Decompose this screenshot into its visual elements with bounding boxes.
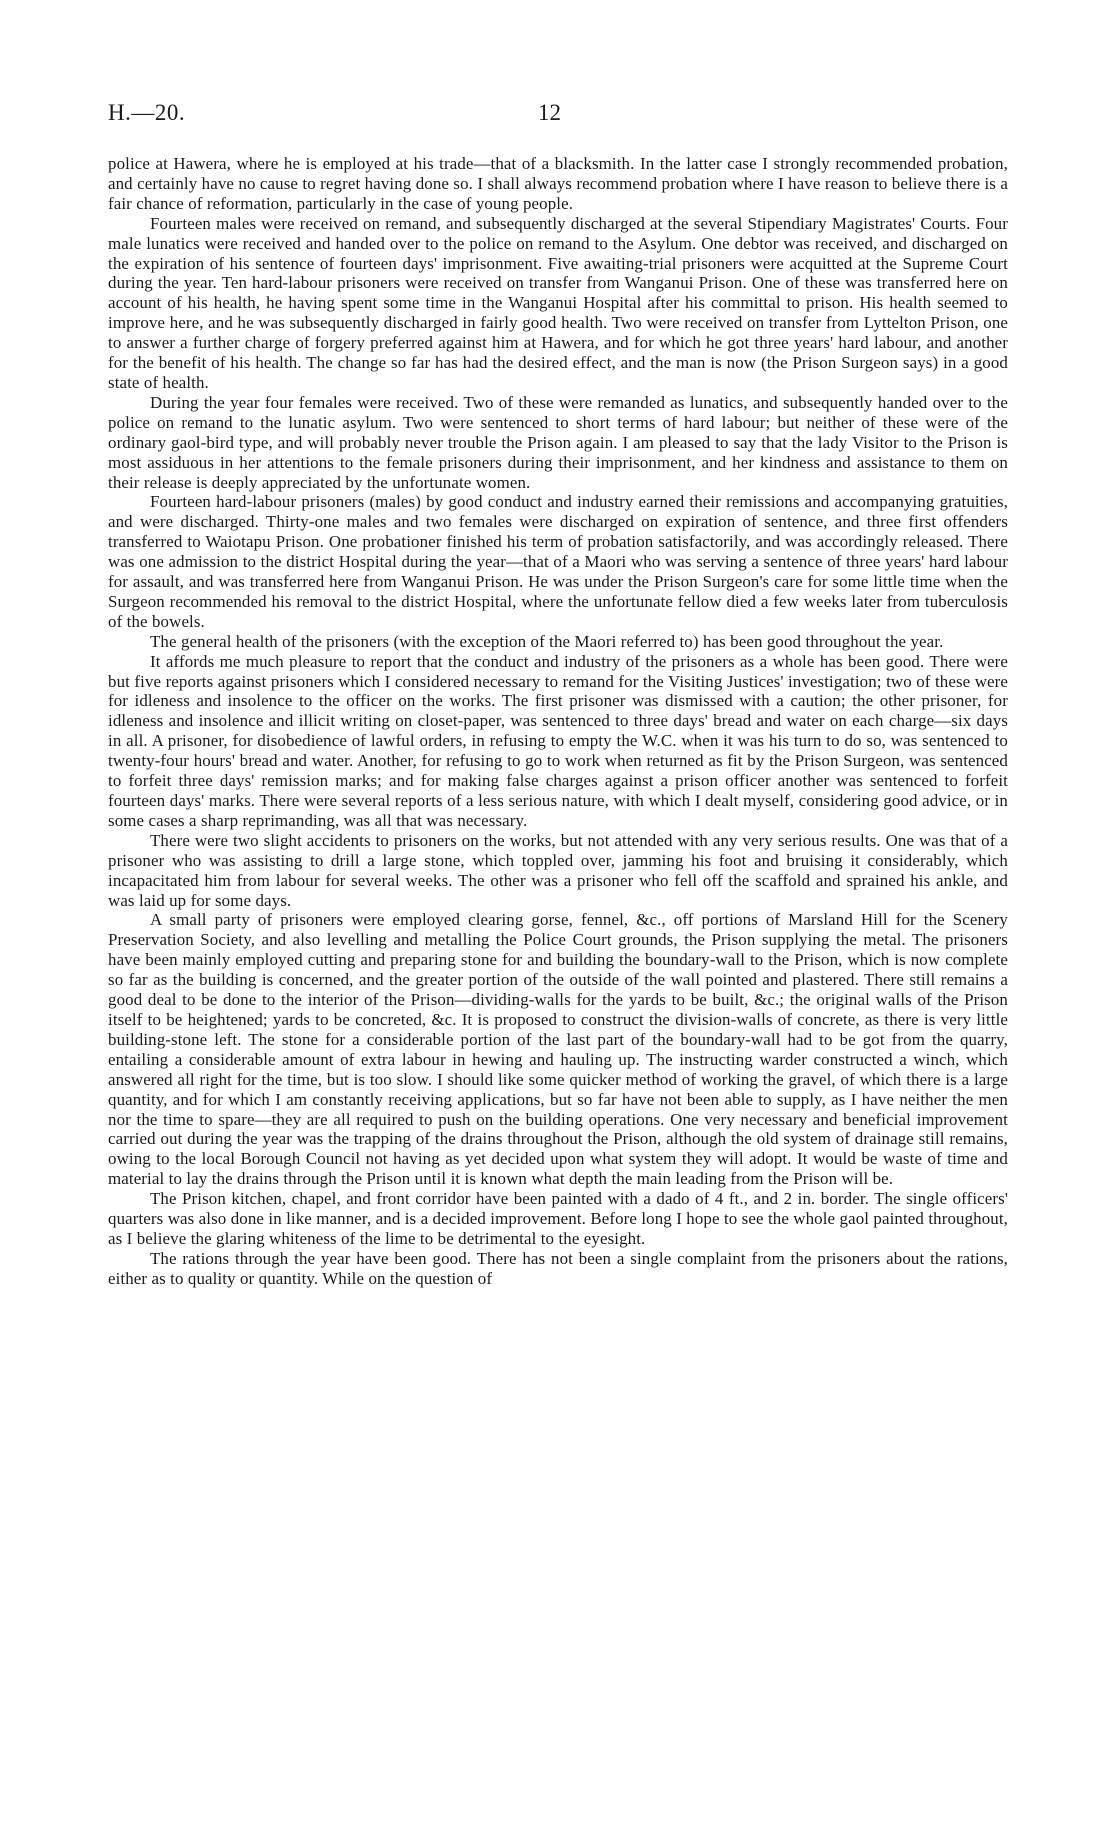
page-header — [108, 100, 1008, 140]
paragraph-continuation: police at Hawera, where he is employed at his trade—that of a blacksmith. In the latter case I strongly recommended probation, and certainly have no cause to regret having done so. I shall always recommend probation where I have reason to believe there is a fair chance of reformation, particularly in the case of young people. — [108, 154, 1008, 213]
paragraph-conduct: It affords me much pleasure to report that the conduct and industry of the prisoners as a whole has been good. There were but five reports against prisoners which I considered necessary to remand for the Visiting Justices' investigation; two of these were for idleness and insolence to the officer on the works. The first prisoner was dismissed with a caution; the other prisoner, for idleness and insolence and illicit writing on closet-paper, was sentenced to three days' bread and water on each charge—six days in all. A prisoner, for disobedience of lawful orders, in refusing to empty the W.C. when it was his turn to do so, was sentenced to twenty-four hours' bread and water. Another, for refusing to go to work when returned as fit by the Prison Surgeon, was sentenced to forfeit three days' remission marks; and for making false charges against a prison officer another was sentenced to forfeit fourteen days' marks. There were several reports of a less serious nature, with which I dealt myself, considering good advice, or in some cases a sharp reprimanding, was all that was necessary. — [108, 651, 1008, 830]
document-reference: H.—20. — [108, 100, 186, 125]
paragraph-accidents: There were two slight accidents to prisoners on the works, but not attended with any very serious results. One was that of a prisoner who was assisting to drill a large stone, which toppled over, jamming his foot and bruising it considerably, which incapacitated him from labour for several weeks. The other was a prisoner who fell off the scaffold and sprained his ankle, and was laid up for some days. — [108, 830, 1008, 910]
document-page — [108, 100, 1008, 1289]
paragraph-works: A small party of prisoners were employed clearing gorse, fennel, &c., off portions of Marsland Hill for the Scenery Preservation Society, and also levelling and metalling the Police Court grounds, the Prison supplying the metal. The prisoners have been mainly employed cutting and preparing stone for and building the boundary-wall to the Prison, which is now complete so far as the building is concerned, and the greater portion of the outside of the wall pointed and plastered. There still remains a good deal to be done to the interior of the Prison—dividing-walls for the yards to be built, &c.; the original walls of the Prison itself to be heightened; yards to be concreted, &c. It is proposed to construct the division-walls of concrete, as there is very little building-stone left. The stone for a considerable portion of the last part of the boundary-wall had to be got from the quarry, entailing a considerable amount of extra labour in hewing and hauling up. The instructing warder constructed a winch, which answered all right for the time, but is too slow. I should like some quicker method of working the gravel, of which there is a large quantity, and for which I am constantly receiving applications, but so far have not been able to supply, as I have neither the men nor the time to spare—they are all required to push on the building operations. One very necessary and beneficial improvement carried out during the year was the trapping of the drains throughout the Prison, although the old system of drainage still remains, owing to the local Borough Council not having as yet decided upon what system they will adopt. It would be waste of time and material to lay the drains through the Prison until it is known what depth the main leading from the Prison will be. — [108, 910, 1008, 1189]
body-text — [108, 154, 1008, 1289]
page-number: 12 — [538, 100, 561, 125]
paragraph-painting: The Prison kitchen, chapel, and front corridor have been painted with a dado of 4 ft., and 2 in. border. The single officers' quarters was also done in like manner, and is a decided improvement. Before long I hope to see the whole gaol painted throughout, as I believe the glaring whiteness of the lime to be detrimental to the eyesight. — [108, 1189, 1008, 1248]
paragraph-discharges: Fourteen hard-labour prisoners (males) by good conduct and industry earned their remissions and accompanying gratuities, and were discharged. Thirty-one males and two females were discharged on expiration of sentence, and three first offenders transferred to Waiotapu Prison. One probationer finished his term of probation satisfactorily, and was accordingly released. There was one admission to the district Hospital during the year—that of a Maori who was serving a sentence of three years' hard labour for assault, and was transferred here from Wanganui Prison. He was under the Prison Surgeon's care for some little time when the Surgeon recommended his removal to the district Hospital, where the unfortunate fellow died a few weeks later from tuberculosis of the bowels. — [108, 492, 1008, 631]
paragraph-general-health: The general health of the prisoners (with the exception of the Maori referred to) has been good throughout the year. — [150, 631, 944, 651]
paragraph-rations: The rations through the year have been good. There has not been a single complaint from the prisoners about the rations, either as to quality or quantity. While on the question of — [108, 1248, 1008, 1288]
paragraph-remand-transfers: Fourteen males were received on remand, and subsequently discharged at the several Stipendiary Magistrates' Courts. Four male lunatics were received and handed over to the police on remand to the Asylum. One debtor was received, and discharged on the expiration of his sentence of fourteen days' imprisonment. Five awaiting-trial prisoners were acquitted at the Supreme Court during the year. Ten hard-labour prisoners were received on transfer from Wanganui Prison. One of these was transferred here on account of his health, he having spent some time in the Wanganui Hospital after his committal to prison. His health seemed to improve here, and he was subsequently discharged in fairly good health. Two were received on transfer from Lyttelton Prison, one to answer a further charge of forgery preferred against him at Hawera, and for which he got three years' hard labour, and another for the benefit of his health. The change so far has had the desired effect, and the man is now (the Prison Surgeon says) in a good state of health. — [108, 213, 1008, 392]
paragraph-females: During the year four females were received. Two of these were remanded as lunatics, and subsequently handed over to the police on remand to the lunatic asylum. Two were sentenced to short terms of hard labour; but neither of these were of the ordinary gaol-bird type, and will probably never trouble the Prison again. I am pleased to say that the lady Visitor to the Prison is most assiduous in her attentions to the female prisoners during their imprisonment, and her kindness and assistance to them on their release is deeply appreciated by the unfortunate women. — [108, 392, 1008, 492]
